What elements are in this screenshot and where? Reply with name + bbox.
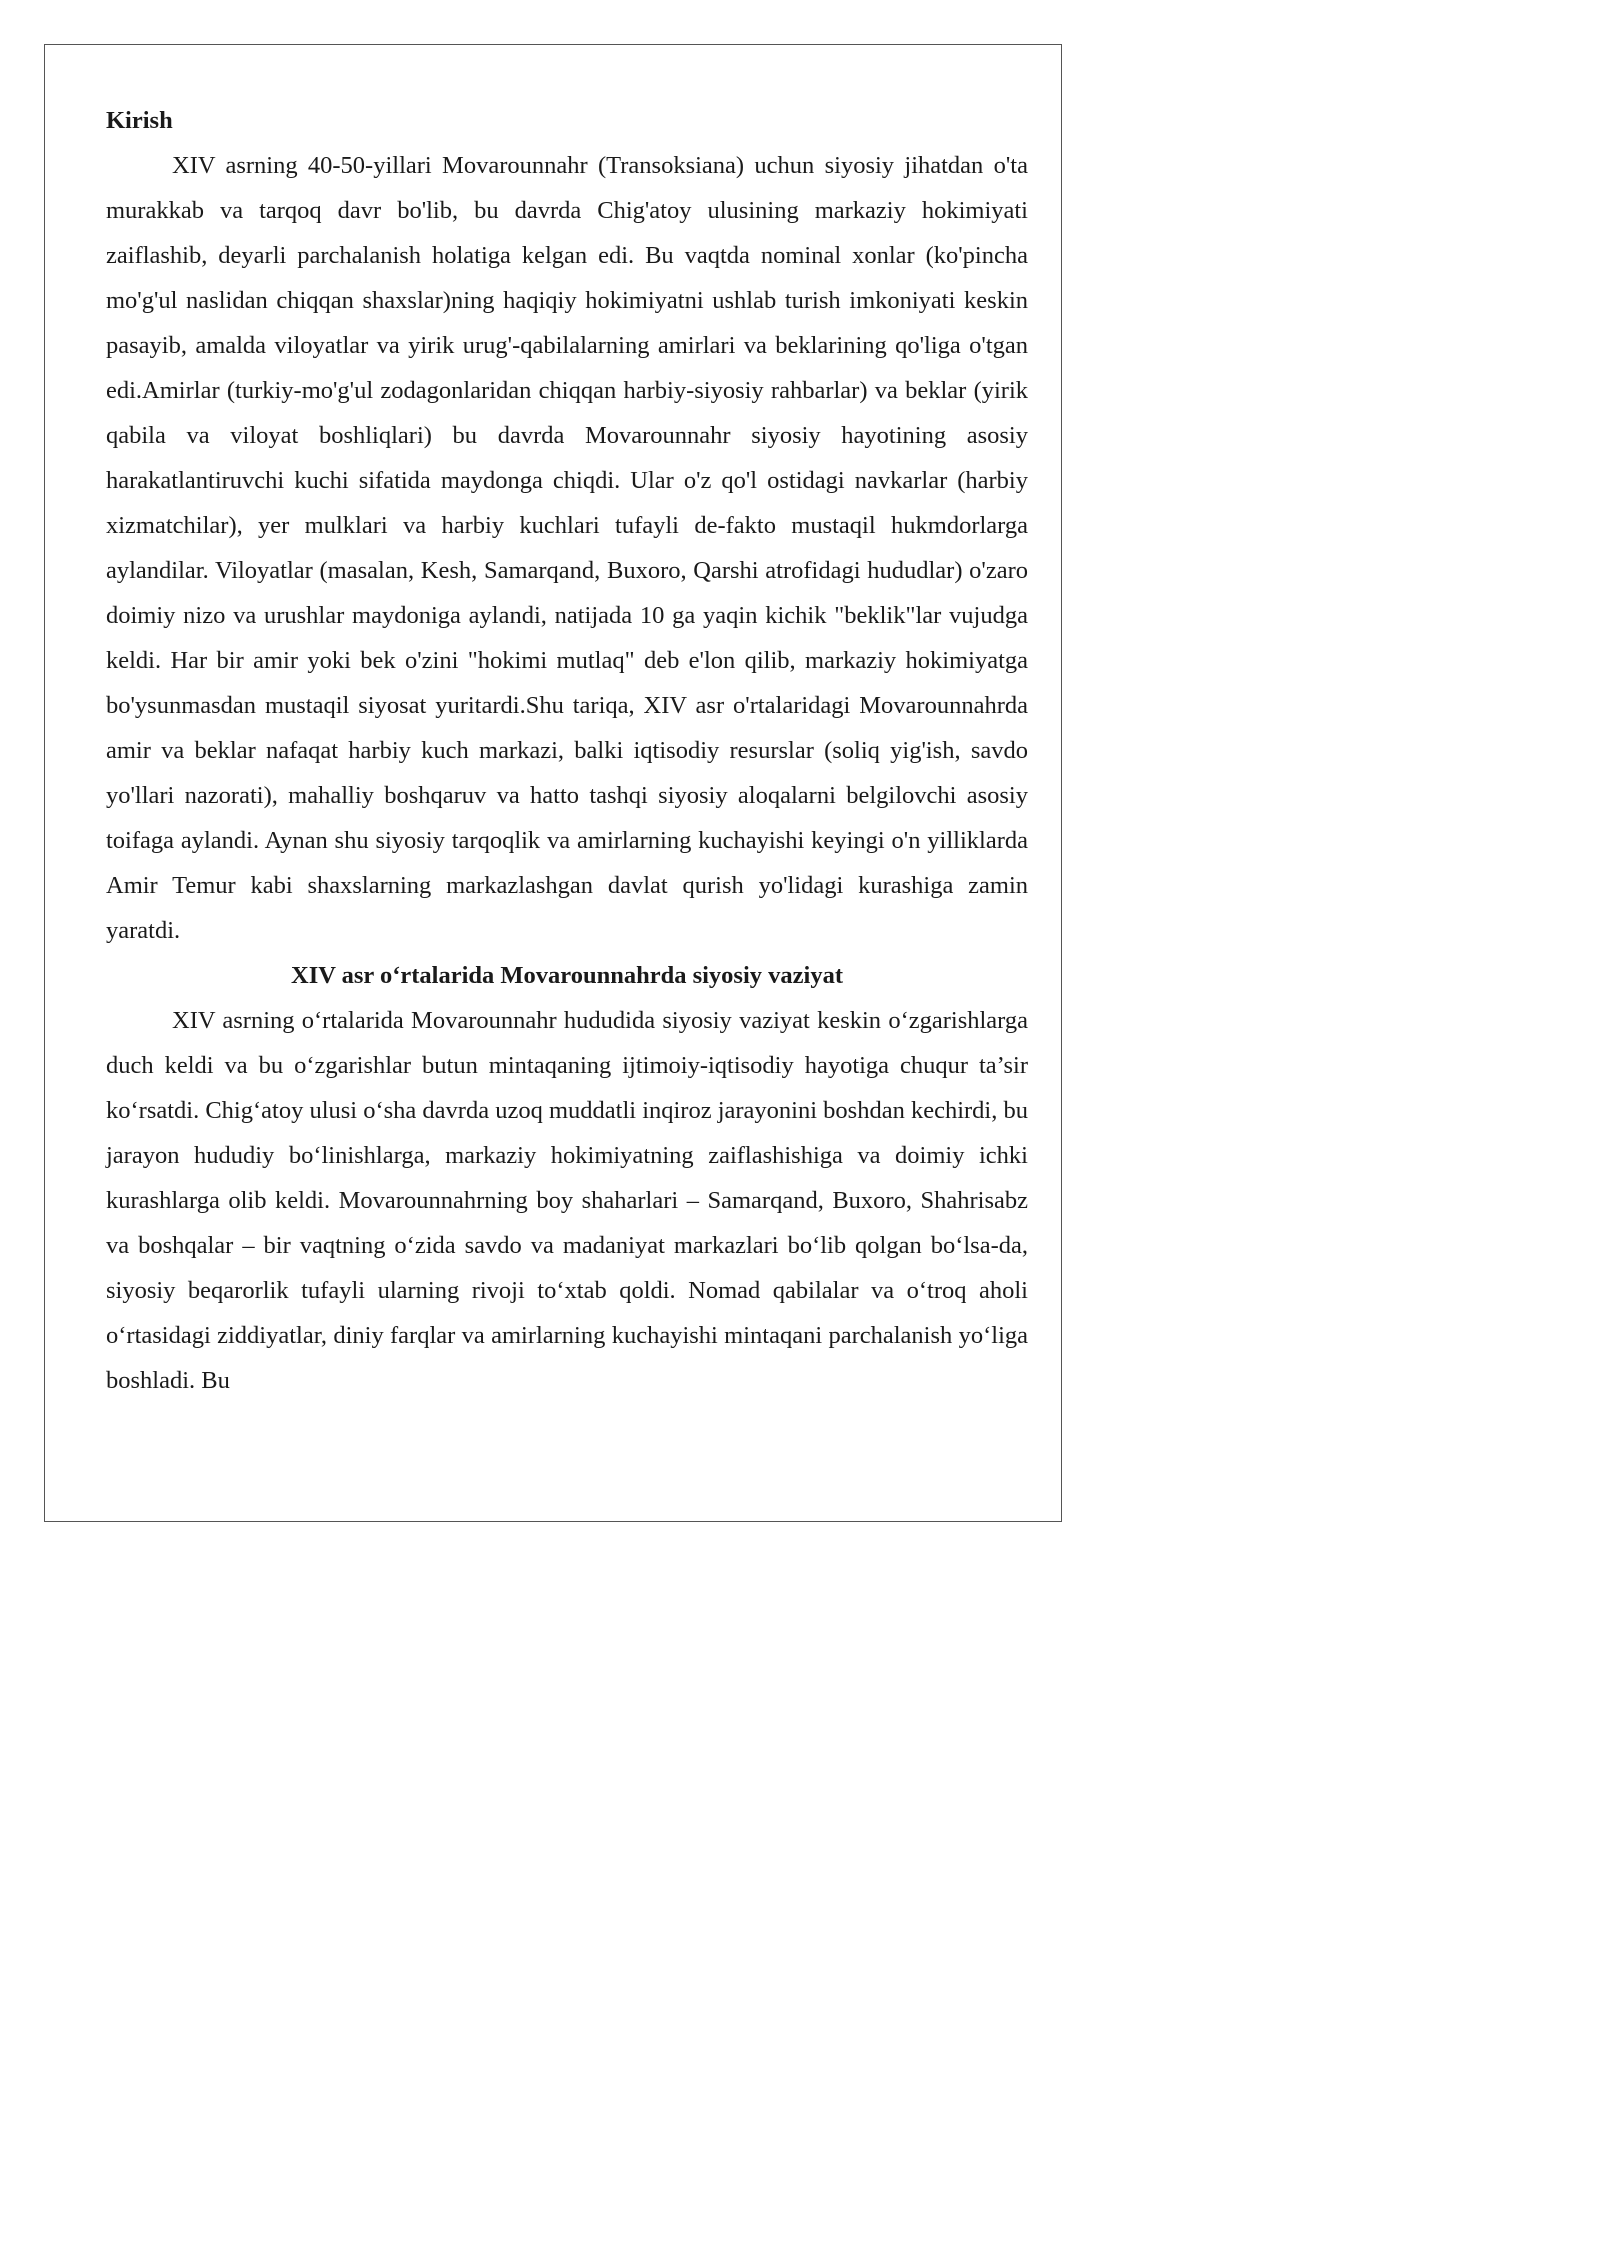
section-heading: XIV asr o‘rtalarida Movarounnahrda siyosiy vaziyat bbox=[291, 962, 843, 989]
intro-heading: Kirish bbox=[106, 107, 173, 134]
intro-paragraph: XIV asrning 40-50-yillari Movarounnahr (Transoksiana) uchun siyosiy jihatdan o'ta murakkab va tarqoq davr bo'lib, bu davrda Chig'atoy ulusining markaziy hokimiyati zaiflashib, deyarli parchalanish holatiga kelgan edi. Bu vaqtda nominal xonlar (ko'pincha mo'g'ul naslidan chiqqan shaxslar)ning haqiqiy hokimiyatni ushlab turish imkoniyati keskin pasayib, amalda viloyatlar va yirik urug'-qabilalarning amirlari va beklarining qo'liga o'tgan edi.Amirlar (turkiy-mo'g'ul zodagonlaridan chiqqan harbiy-siyosiy rahbarlar) va beklar (yirik qabila va viloyat boshliqlari) bu davrda Movarounnahr siyosiy hayotining asosiy harakatlantiruvchi kuchi sifatida maydonga chiqdi. Ular o'z qo'l ostidagi navkarlar (harbiy xizmatchilar), yer mulklari va harbiy kuchlari tufayli de-fakto mustaqil hukmdorlarga aylandilar. Viloyatlar (masalan, Kesh, Samarqand, Buxoro, Qarshi atrofidagi hududlar) o'zaro doimiy nizo va urushlar maydoniga aylandi, natijada 10 ga yaqin kichik "beklik"lar vujudga keldi. Har bir amir yoki bek o'zini "hokimi mutlaq" deb e'lon qilib, markaziy hokimiyatga bo'ysunmasdan mustaqil siyosat yuritardi.Shu tariqa, XIV asr o'rtalaridagi Movarounnahrda amir va beklar nafaqat harbiy kuch markazi, balki iqtisodiy resurslar (soliq yig'ish, savdo yo'llari nazorati), mahalliy boshqaruv va hatto tashqi siyosiy aloqalarni belgilovchi asosiy toifaga aylandi. Aynan shu siyosiy tarqoqlik va amirlarning kuchayishi keyingi o'n yilliklarda Amir Temur kabi shaxslarning markazlashgan davlat qurish yo'lidagi kurashiga zamin yaratdi. bbox=[106, 152, 1028, 944]
document-body bbox=[106, 98, 1028, 1403]
section-paragraph: XIV asrning o‘rtalarida Movarounnahr hududida siyosiy vaziyat keskin o‘zgarishlarga duch keldi va bu o‘zgarishlar butun mintaqaning ijtimoiy-iqtisodiy hayotiga chuqur ta’sir ko‘rsatdi. Chig‘atoy ulusi o‘sha davrda uzoq muddatli inqiroz jarayonini boshdan kechirdi, bu jarayon hududiy bo‘linishlarga, markaziy hokimiyatning zaiflashishiga va doimiy ichki kurashlarga olib keldi. Movarounnahrning boy shaharlari – Samarqand, Buxoro, Shahrisabz va boshqalar – bir vaqtning o‘zida savdo va madaniyat markazlari bo‘lib qolgan bo‘lsa-da, siyosiy beqarorlik tufayli ularning rivoji to‘xtab qoldi. Nomad qabilalar va o‘troq aholi o‘rtasidagi ziddiyatlar, diniy farqlar va amirlarning kuchayishi mintaqani parchalanish yo‘liga boshladi. Bu bbox=[106, 1007, 1028, 1394]
